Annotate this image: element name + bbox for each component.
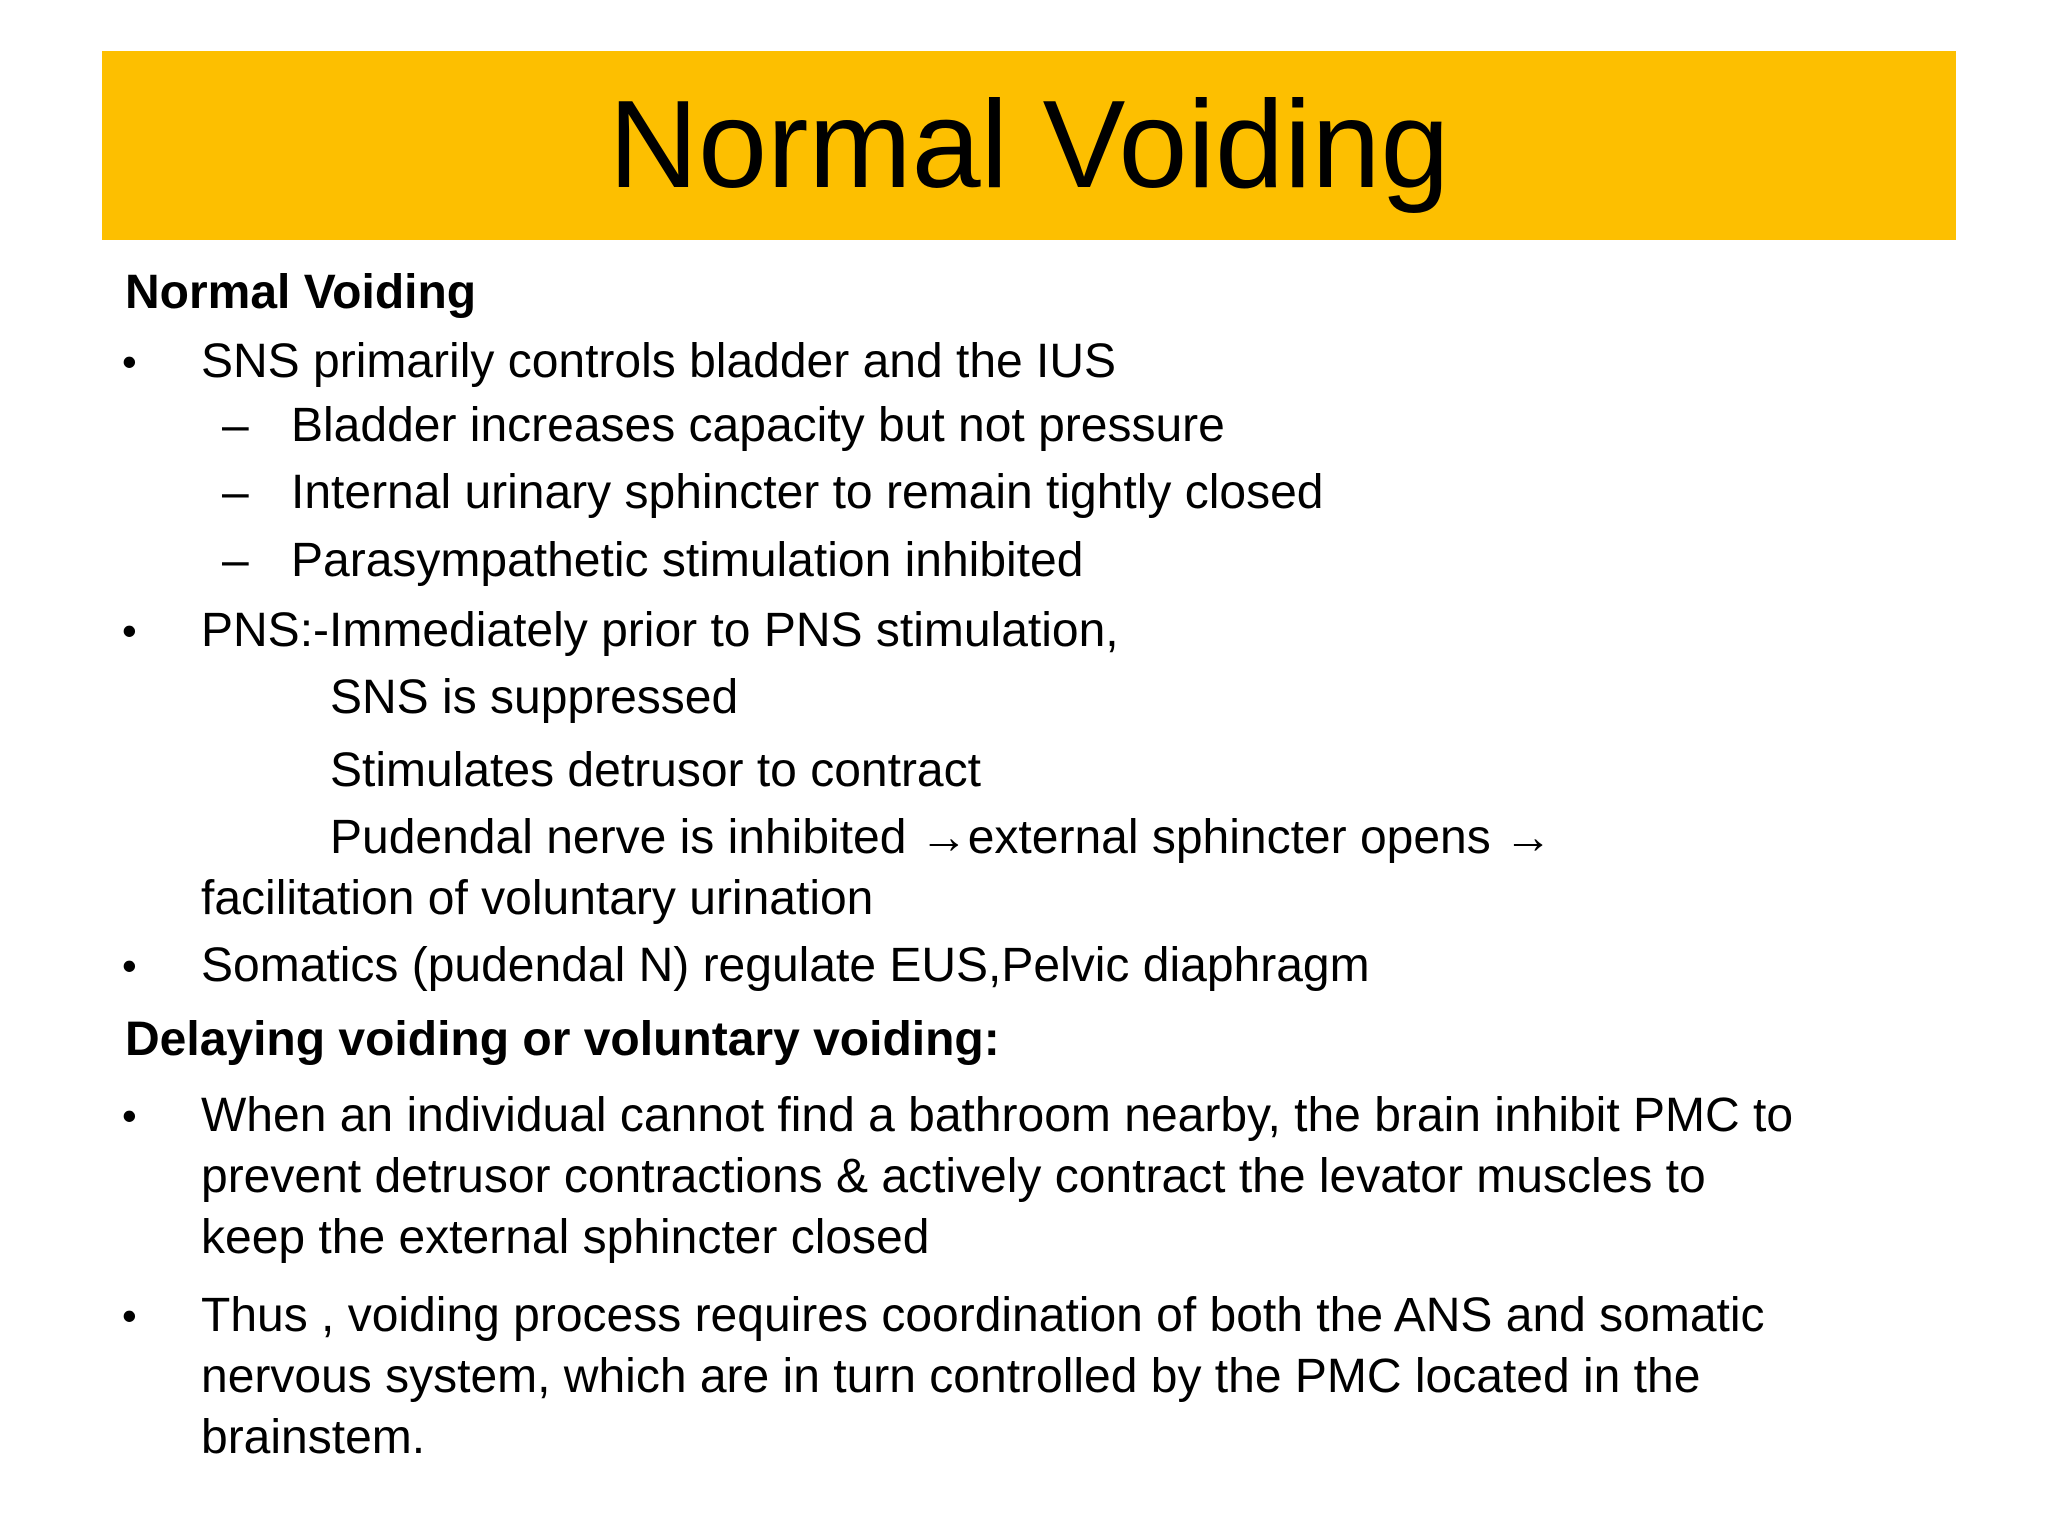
bullet-sns: SNS primarily controls bladder and the IUS bbox=[201, 335, 1117, 388]
pns-line-pudendal: Pudendal nerve is inhibited →external sphincter opens → bbox=[330, 811, 1553, 864]
bullet-dot: • bbox=[122, 338, 137, 385]
section-heading-normal-voiding: Normal Voiding bbox=[125, 266, 477, 319]
bullet-dot: • bbox=[122, 942, 137, 989]
subitem-bladder-capacity: Bladder increases capacity but not pressure bbox=[291, 399, 1225, 452]
slide-title: Normal Voiding bbox=[608, 76, 1450, 214]
bullet-thus-line-3: brainstem. bbox=[201, 1411, 426, 1464]
bullet-bathroom-line-1: When an individual cannot find a bathroom nearby, the brain inhibit PMC to bbox=[201, 1089, 1794, 1142]
pns-line-detrusor: Stimulates detrusor to contract bbox=[330, 744, 981, 797]
pns-line-facilitation: facilitation of voluntary urination bbox=[201, 872, 874, 925]
dash-marker: – bbox=[222, 399, 249, 452]
bullet-dot: • bbox=[122, 1092, 137, 1139]
bullet-somatics: Somatics (pudendal N) regulate EUS,Pelvic diaphragm bbox=[201, 939, 1370, 992]
bullet-pns: PNS:-Immediately prior to PNS stimulation, bbox=[201, 604, 1119, 657]
pns-line-sns-suppressed: SNS is suppressed bbox=[330, 671, 739, 724]
dash-marker: – bbox=[222, 466, 249, 519]
title-banner bbox=[102, 51, 1956, 240]
bullet-dot: • bbox=[122, 1292, 137, 1339]
bullet-dot: • bbox=[122, 607, 137, 654]
subitem-parasympathetic: Parasympathetic stimulation inhibited bbox=[291, 534, 1084, 587]
section-heading-delaying-voiding: Delaying voiding or voluntary voiding: bbox=[125, 1013, 1000, 1066]
dash-marker: – bbox=[222, 534, 249, 587]
bullet-thus-line-1: Thus , voiding process requires coordination of both the ANS and somatic bbox=[201, 1289, 1765, 1342]
bullet-bathroom-line-3: keep the external sphincter closed bbox=[201, 1211, 930, 1264]
subitem-internal-sphincter: Internal urinary sphincter to remain tightly closed bbox=[291, 466, 1324, 519]
bullet-bathroom-line-2: prevent detrusor contractions & actively contract the levator muscles to bbox=[201, 1150, 1706, 1203]
bullet-thus-line-2: nervous system, which are in turn controlled by the PMC located in the bbox=[201, 1350, 1701, 1403]
